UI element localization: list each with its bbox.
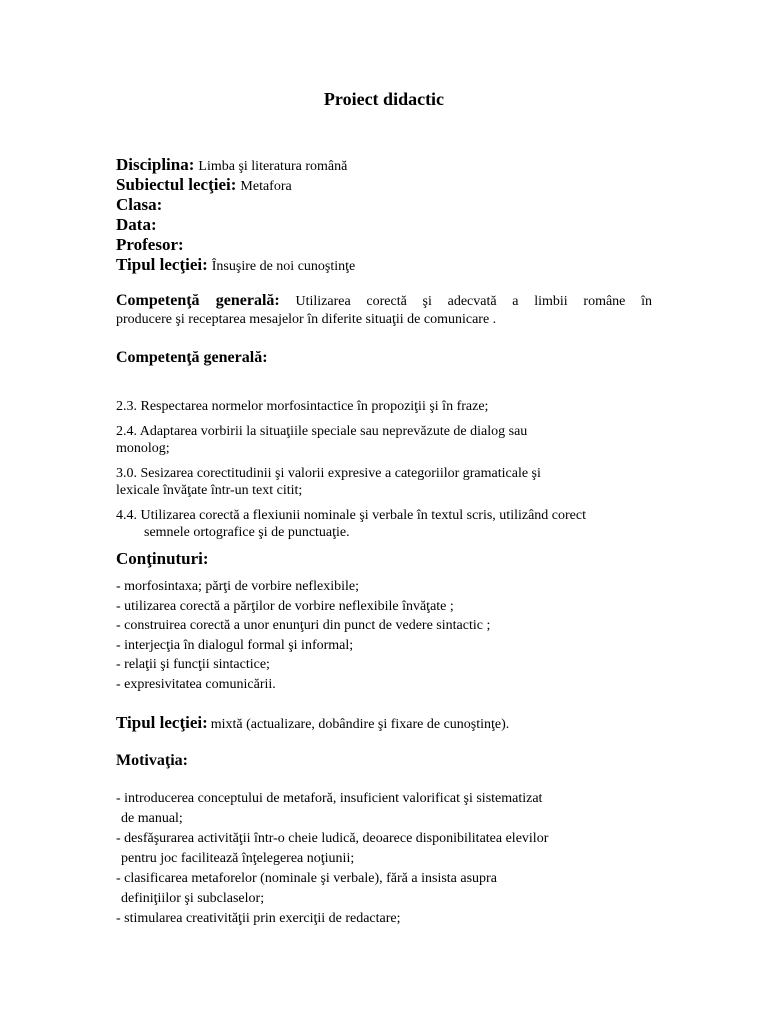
competence-line: 2.4. Adaptarea vorbirii la situaţiile speciale sau neprevăzute de dialog sau xyxy=(116,424,528,439)
list-item: - introducerea conceptului de metaforă, insuficient valorificat şi sistematizat xyxy=(116,791,543,806)
info-row-tipul xyxy=(116,255,355,275)
list-item: - utilizarea corectă a părţilor de vorbire neflexibile învăţate ; xyxy=(116,598,454,614)
general-competence xyxy=(116,292,652,329)
info-row-clasa xyxy=(116,195,355,215)
list-item: - desfăşurarea activităţii într-o cheie ludică, deoarece disponibilitatea elevilor xyxy=(116,831,549,846)
competence-item xyxy=(116,465,656,499)
info-value: Metafora xyxy=(240,179,292,194)
lesson-type xyxy=(116,713,509,733)
lesson-type-value: mixtă (actualizare, dobândire şi fixare de cunoştinţe). xyxy=(210,717,510,732)
info-row-disciplina xyxy=(116,155,355,175)
contents-list xyxy=(116,577,676,694)
competence-item xyxy=(116,398,656,415)
list-item: pentru joc facilitează înţelegerea noţiunii; xyxy=(121,851,355,866)
lesson-info xyxy=(116,155,355,275)
list-item: definiţiilor şi subclaselor; xyxy=(121,891,265,906)
info-label: Profesor: xyxy=(116,235,184,254)
motivation-list xyxy=(116,789,676,929)
list-item: - expresivitatea comunicării. xyxy=(116,676,276,692)
contents-heading: Conţinuturi: xyxy=(116,549,209,568)
list-item: - construirea corectă a unor enunţuri din punct de vedere sintactic ; xyxy=(116,618,491,633)
page-title: Proiect didactic xyxy=(323,89,445,109)
info-label: Data: xyxy=(116,215,157,234)
competence-item xyxy=(116,423,656,457)
motivation-heading: Motivaţia: xyxy=(116,752,188,769)
info-row-data xyxy=(116,215,355,235)
competence-line: semnele ortografice şi de punctuaţie. xyxy=(144,525,350,540)
list-item: - relaţii şi funcţii sintactice; xyxy=(116,657,270,672)
info-value: Limba şi literatura română xyxy=(198,159,348,174)
list-item: - clasificarea metaforelor (nominale şi verbale), fără a insista asupra xyxy=(116,871,497,886)
info-label: Subiectul lecţiei: xyxy=(116,175,237,194)
competence-line: monolog; xyxy=(116,441,170,456)
list-item: - stimularea creativităţii prin exerciţii de redactare; xyxy=(116,911,401,926)
competence-line: 2.3. Respectarea normelor morfosintactice în propoziţii şi în fraze; xyxy=(116,399,489,414)
competence-item xyxy=(116,507,656,541)
general-competence-text: Utilizarea corectă şi adecvată a limbii române în xyxy=(295,294,653,309)
info-row-profesor xyxy=(116,235,355,255)
competence-line: 3.0. Sesizarea corectitudinii şi valorii expresive a categoriilor gramaticale şi xyxy=(116,466,541,481)
info-value: Însuşire de noi cunoştinţe xyxy=(211,259,356,274)
list-item: de manual; xyxy=(121,811,183,826)
list-item: - interjecţia în dialogul formal şi informal; xyxy=(116,637,354,653)
info-label: Tipul lecţiei: xyxy=(116,255,208,274)
general-competence-label: Competenţă generală: xyxy=(116,292,280,309)
info-label: Clasa: xyxy=(116,195,163,214)
competence-line: lexicale învăţate într-un text citit; xyxy=(116,483,303,498)
info-row-subiect xyxy=(116,175,355,195)
competences-heading: Competenţă generală: xyxy=(116,349,268,366)
general-competence-line-1 xyxy=(116,292,652,311)
competence-line: 4.4. Utilizarea corectă a flexiunii nominale şi verbale în textul scris, utilizând corect xyxy=(116,508,586,523)
general-competence-line-2: producere şi receptarea mesajelor în diferite situaţii de comunicare . xyxy=(116,312,497,327)
list-item: - morfosintaxa; părţi de vorbire neflexibile; xyxy=(116,579,359,594)
info-label: Disciplina: xyxy=(116,155,195,174)
lesson-type-label: Tipul lecţiei: xyxy=(116,713,208,732)
